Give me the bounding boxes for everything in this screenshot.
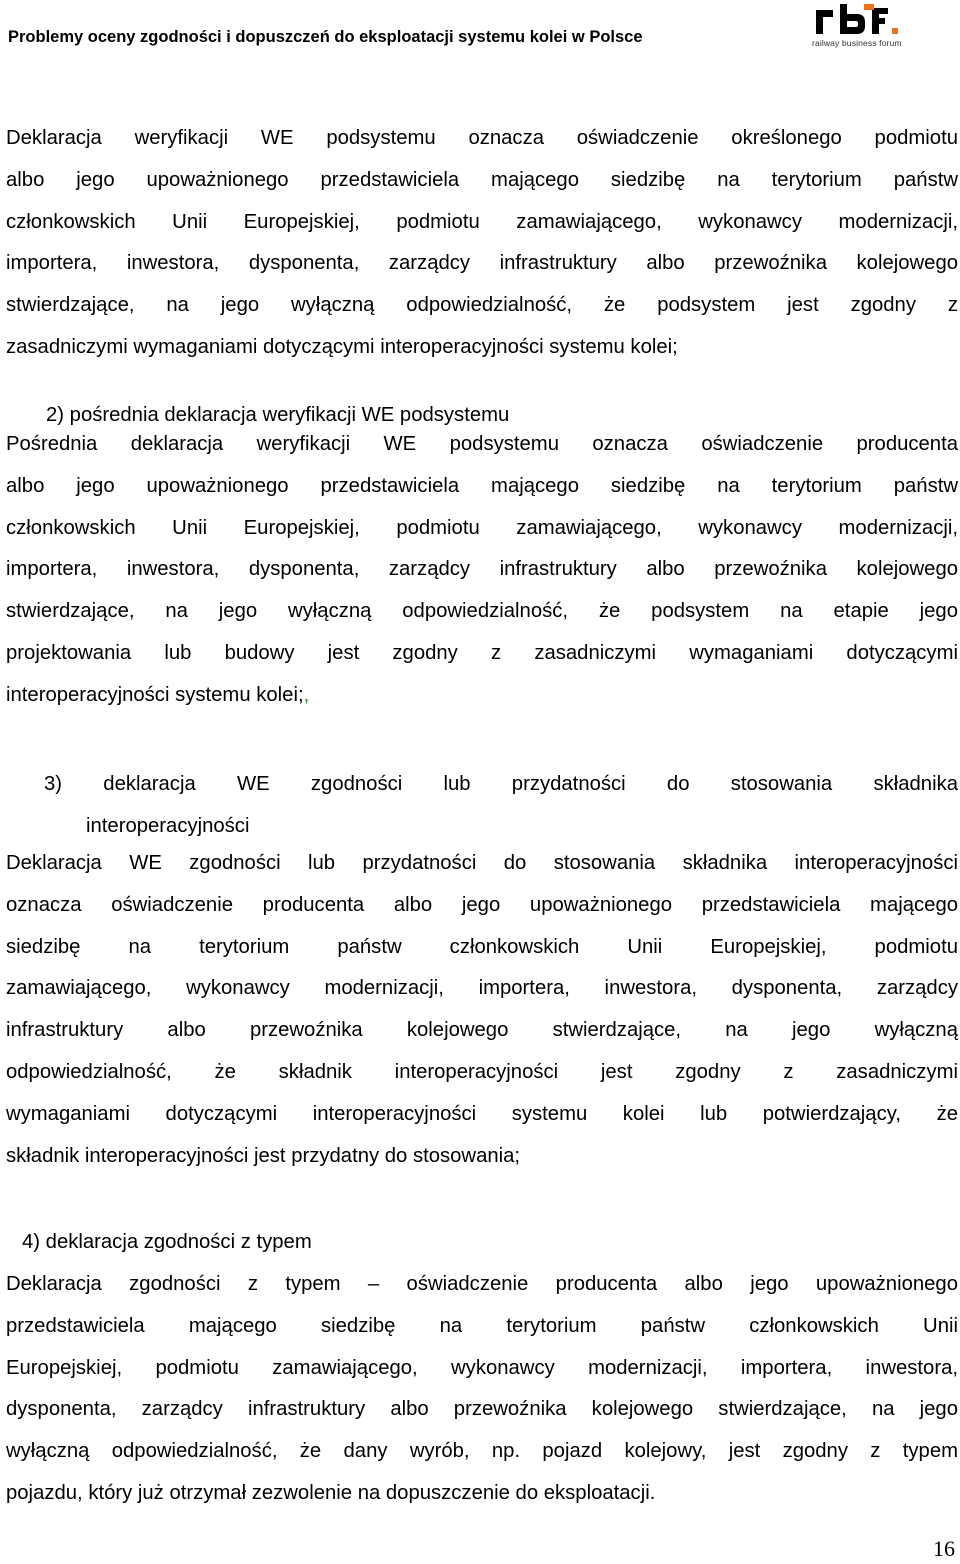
paragraph-line: przedstawiciela mającego siedzibę na terytorium państw członkowskich Unii — [6, 1314, 958, 1337]
paragraph-line: Deklaracja zgodności z typem – oświadczenie producenta albo jego upoważnionego — [6, 1273, 958, 1295]
paragraph-line: zamawiającego, wykonawcy modernizacji, importera, inwestora, dysponenta, zarządcy — [6, 977, 958, 1000]
paragraph-line: zasadniczymi wymaganiami dotyczącymi interoperacyjności systemu kolei; — [6, 335, 678, 358]
paragraph-line: Pośrednia deklaracja weryfikacji WE podsystemu oznacza oświadczenie producenta — [6, 433, 958, 455]
section-4-heading: 4) deklaracja zgodności z typem — [22, 1231, 312, 1253]
document-running-title: Problemy oceny zgodności i dopuszczeń do eksploatacji systemu kolei w Polsce — [8, 28, 643, 46]
paragraph-line: infrastruktury albo przewoźnika kolejowego stwierdzające, na jego wyłączną — [6, 1019, 958, 1042]
paragraph-line: dysponenta, zarządcy infrastruktury albo przewoźnika kolejowego stwierdzające, na jego — [6, 1398, 958, 1421]
paragraph-line: projektowania lub budowy jest zgodny z zasadniczymi wymaganiami dotyczącymi — [6, 641, 958, 664]
page-number: 16 — [933, 1536, 955, 1561]
logo-caption: railway business forum — [812, 38, 902, 48]
paragraph-line: członkowskich Unii Europejskiej, podmiotu zamawiającego, wykonawcy modernizacji, — [6, 210, 958, 233]
paragraph-line: albo jego upoważnionego przedstawiciela mającego siedzibę na terytorium państw — [6, 474, 958, 497]
section-3-paragraph — [6, 843, 958, 1177]
paragraph-line: pojazdu, który już otrzymał zezwolenie na dopuszczenie do eksploatacji. — [6, 1481, 656, 1504]
paragraph-line: odpowiedzialność, że składnik interoperacyjności jest zgodny z zasadniczymi — [6, 1060, 958, 1083]
paragraph-line: członkowskich Unii Europejskiej, podmiotu zamawiającego, wykonawcy modernizacji, — [6, 516, 958, 539]
paragraph-line-text: interoperacyjności systemu kolei; — [6, 683, 304, 706]
paragraph-line — [6, 675, 958, 717]
rbf-logo-mark — [812, 4, 910, 40]
paragraph-line: siedzibę na terytorium państw członkowskich Unii Europejskiej, podmiotu — [6, 935, 958, 958]
trailing-comma: , — [303, 683, 310, 706]
paragraph-line: Deklaracja weryfikacji WE podsystemu oznacza oświadczenie określonego podmiotu — [6, 127, 958, 149]
paragraph-line: wyłączną odpowiedzialność, że dany wyrób, np. pojazd kolejowy, jest zgodny z typem — [6, 1440, 958, 1463]
paragraph-line: importera, inwestora, dysponenta, zarządcy infrastruktury albo przewoźnika kolejowego — [6, 252, 958, 275]
section-3-heading-continuation: interoperacyjności — [86, 815, 250, 837]
section-4-paragraph — [6, 1264, 958, 1515]
section-2-heading: 2) pośrednia deklaracja weryfikacji WE podsystemu — [46, 404, 510, 426]
rbf-logo — [812, 4, 910, 48]
paragraph-line: Europejskiej, podmiotu zamawiającego, wykonawcy modernizacji, importera, inwestora, — [6, 1356, 958, 1379]
paragraph-line: składnik interoperacyjności jest przydatny do stosowania; — [6, 1144, 521, 1167]
section-1-paragraph — [6, 118, 958, 369]
paragraph-line: wymaganiami dotyczącymi interoperacyjności systemu kolei lub potwierdzający, że — [6, 1102, 958, 1125]
paragraph-line: stwierdzające, na jego wyłączną odpowiedzialność, że podsystem na etapie jego — [6, 600, 958, 623]
paragraph-line: albo jego upoważnionego przedstawiciela mającego siedzibę na terytorium państw — [6, 168, 958, 191]
paragraph-line: oznacza oświadczenie producenta albo jego upoważnionego przedstawiciela mającego — [6, 893, 958, 916]
paragraph-line: Deklaracja WE zgodności lub przydatności do stosowania składnika interoperacyjności — [6, 852, 958, 874]
paragraph-line: stwierdzające, na jego wyłączną odpowiedzialność, że podsystem jest zgodny z — [6, 294, 958, 317]
paragraph-line: importera, inwestora, dysponenta, zarządcy infrastruktury albo przewoźnika kolejowego — [6, 558, 958, 581]
page-header — [0, 0, 960, 70]
section-2-paragraph — [6, 424, 958, 717]
section-3-heading: 3) deklaracja WE zgodności lub przydatności do stosowania składnika — [44, 773, 958, 795]
